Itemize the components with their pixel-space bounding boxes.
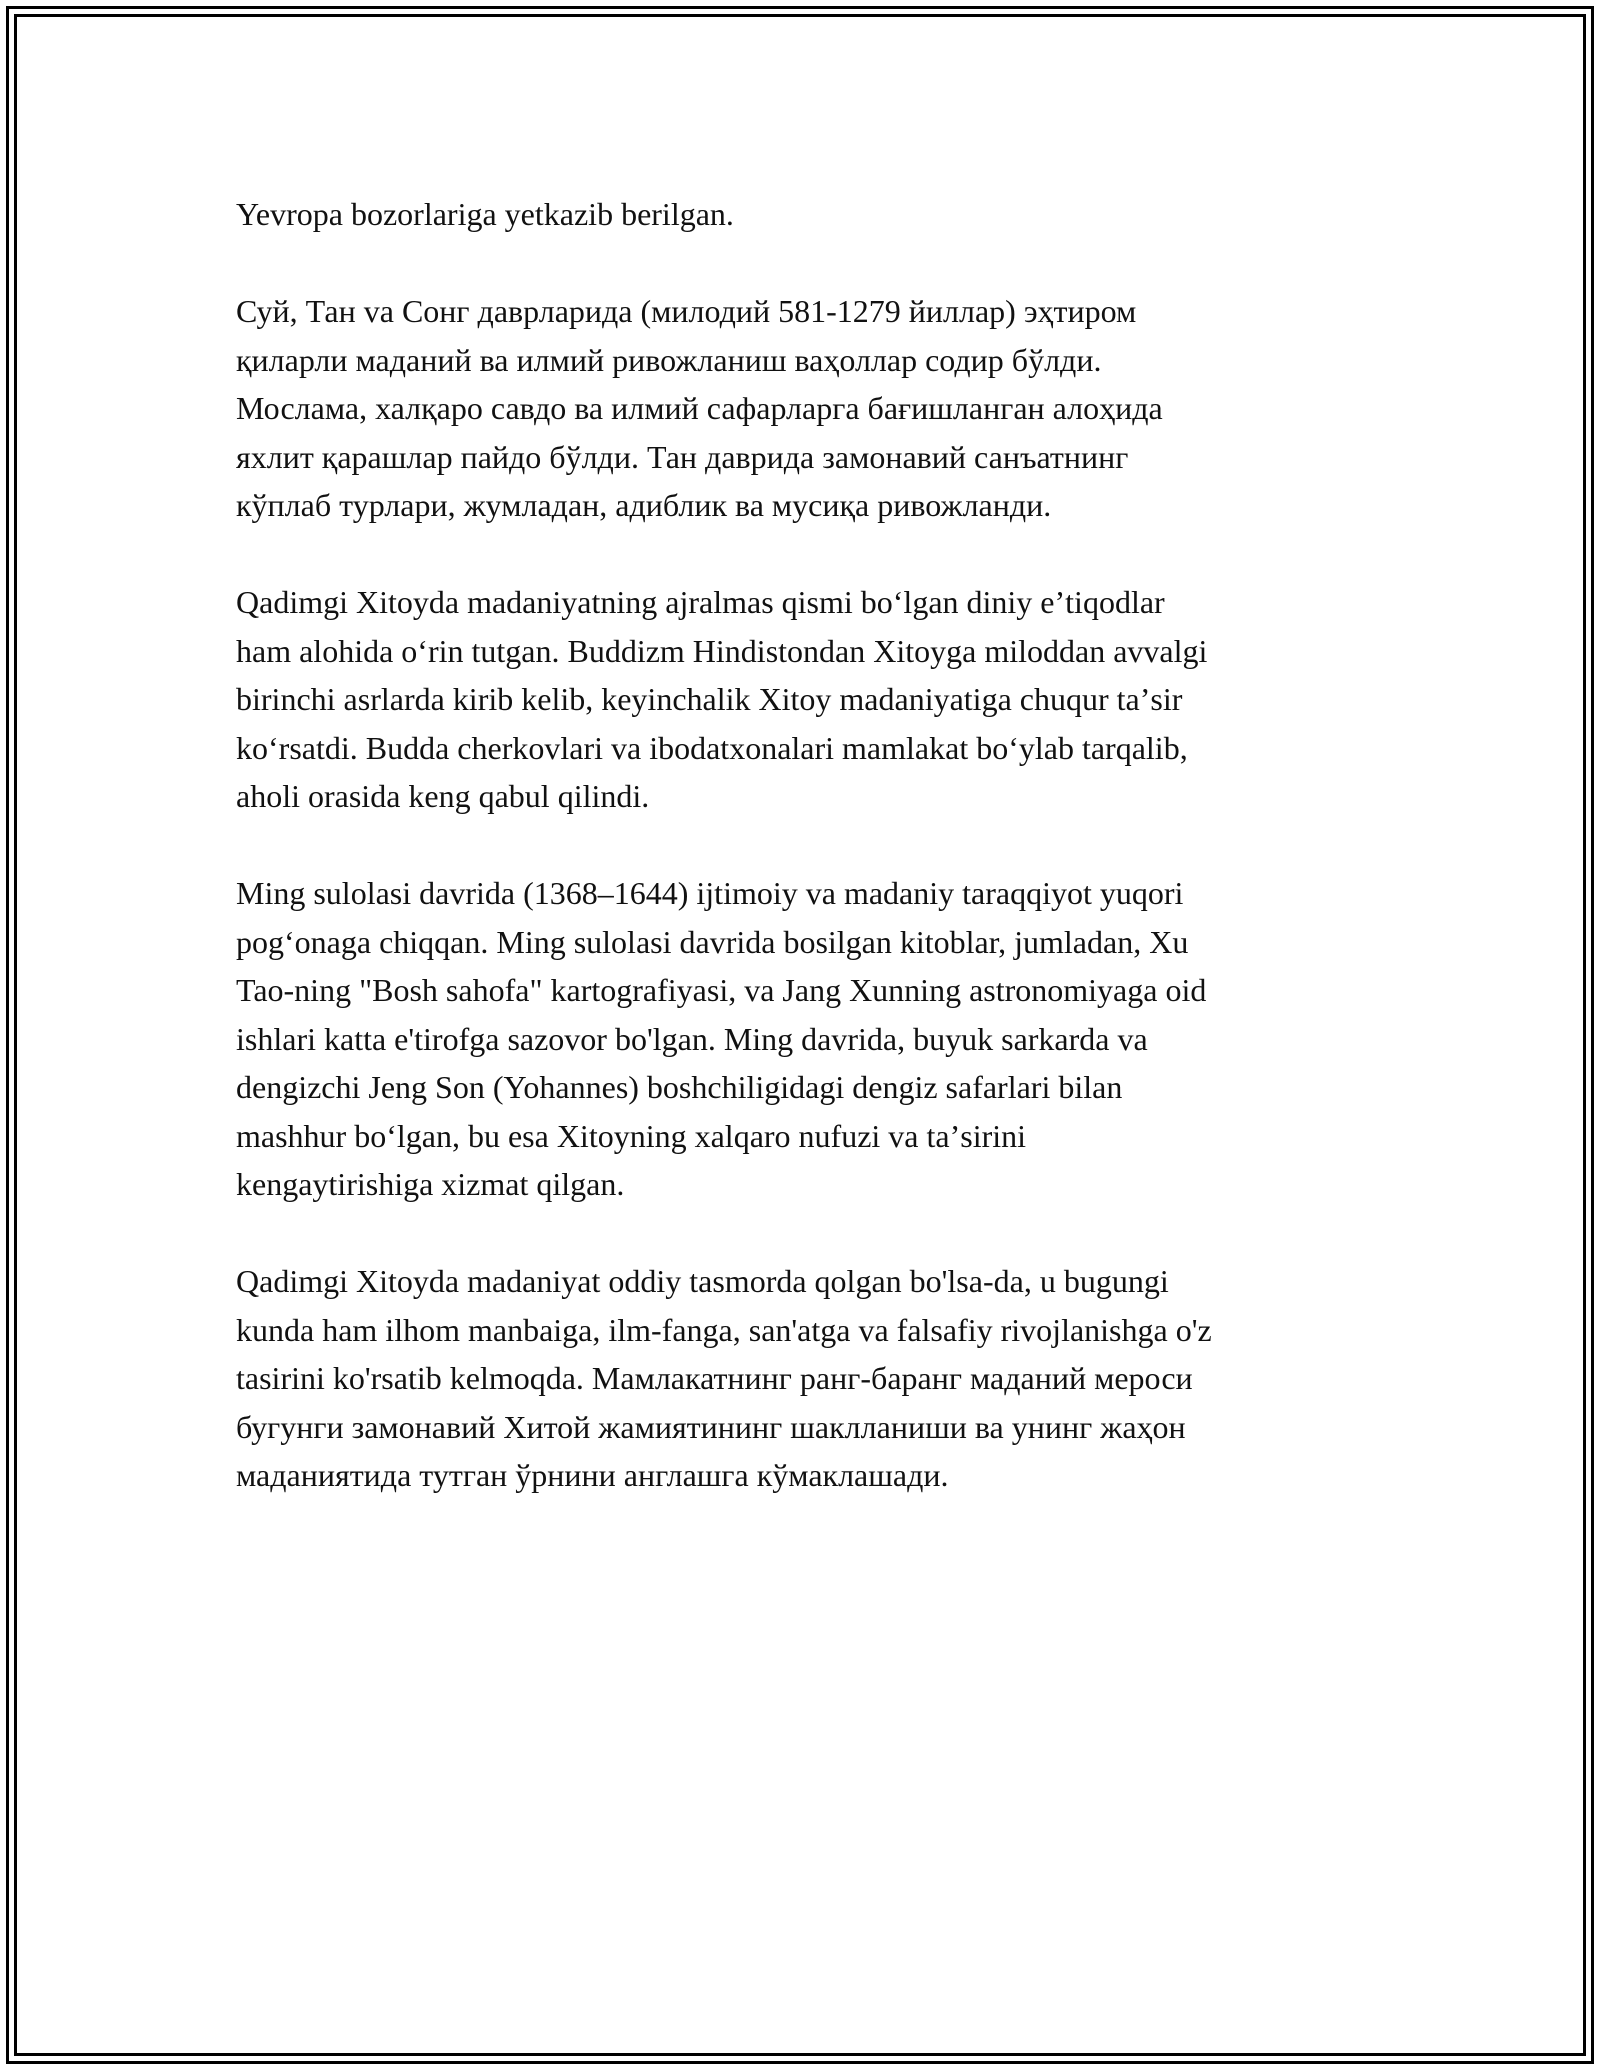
paragraph-3: Qadimgi Xitoyda madaniyatning ajralmas qismi boʻlgan diniy eʼtiqodlar ham alohida oʻrin tutgan. Buddizm Hindistondan Xitoyga miloddan avvalgi birinchi asrlarda kirib kelib, keyinchalik Xitoy madaniyatiga chuqur taʼsir koʻrsatdi. Budda cherkovlari va ibodatxonalari mamlakat boʻylab tarqalib, aholi orasida keng qabul qilindi.	[236, 584, 1208, 814]
paragraph-1: Yevropa bozorlariga yetkazib berilgan.	[236, 196, 734, 232]
document-body	[236, 190, 1366, 1548]
paragraph-5: Qadimgi Xitoyda madaniyat oddiy tasmorda qolgan bo'lsa-da, u bugungi kunda ham ilhom manbaiga, ilm-fanga, san'atga va falsafiy rivojlanishga o'z tasirini ko'rsatib kelmoqda. Мамлакатнинг ранг-баранг маданий мероси бугунги замонавий Хитой жамиятининг шаклланиши ва унинг жаҳон маданиятида тутган ўрнини англашга кўмаклашади.	[236, 1263, 1212, 1493]
paragraph-2: Суй, Тан va Сонг даврларида (милодий 581-1279 йиллар) эҳтиром қиларли маданий ва илмий ривожланиш ваҳоллар содир бўлди. Мослама, халқаро савдо ва илмий сафарларга бағишланган алоҳида яхлит қарашлар пайдо бўлди. Тан даврида замонавий санъатнинг кўплаб турлари, жумладан, адиблик ва мусиқа ривожланди.	[236, 293, 1163, 523]
paragraph-4: Ming sulolasi davrida (1368–1644) ijtimoiy va madaniy taraqqiyot yuqori pogʻonaga chiqqan. Ming sulolasi davrida bosilgan kitoblar, jumladan, Xu Tao-ning "Bosh sahofa" kartografiyasi, va Jang Xunning astronomiyaga oid ishlari katta e'tirofga sazovor bo'lgan. Ming davrida, buyuk sarkarda va dengizchi Jeng Son (Yohannes) boshchiligidagi dengiz safarlari bilan mashhur boʻlgan, bu esa Xitoyning xalqaro nufuzi va taʼsirini kengaytirishiga xizmat qilgan.	[236, 875, 1207, 1202]
